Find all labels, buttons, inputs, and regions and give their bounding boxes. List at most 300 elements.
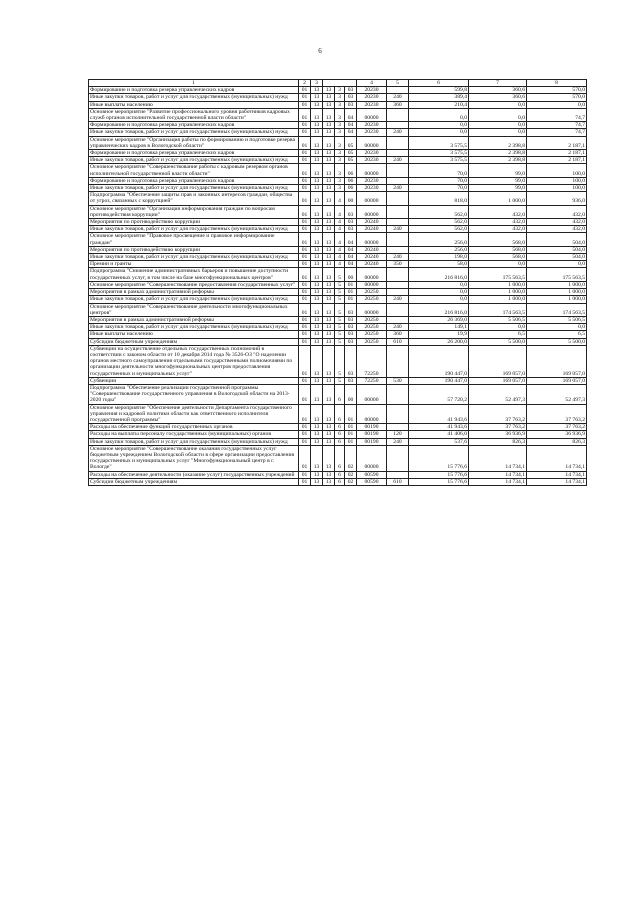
code-cell: 13 (311, 316, 323, 323)
code-cell: 13 (323, 136, 335, 149)
code-cell: 13 (323, 431, 335, 438)
code-cell: 01 (299, 157, 311, 164)
code-cell: 01 (299, 101, 311, 108)
code-cell: 4 (335, 246, 345, 253)
table-row (89, 226, 587, 233)
code-cell: 01 (299, 296, 311, 303)
amount-cell: 26 369,0 (409, 316, 469, 323)
code-cell: 00190 (357, 424, 387, 431)
code-cell: 01 (299, 316, 311, 323)
code-cell: 13 (311, 338, 323, 345)
item-name: Основное мероприятие "Совершенствование оказания государственных услуг бюджетным учреждением Вологодской области в сфере организации предоставления государственных и муниципальных услуг "Многофункциональный центр в г. Вологде" (89, 445, 299, 471)
item-name: Основное мероприятие "Развитие профессионального уровня работников кадровых служб органов исполнительной государственной власти области" (89, 108, 299, 121)
code-cell: 01 (299, 233, 311, 246)
code-cell: 03 (345, 87, 357, 94)
code-cell: 13 (311, 377, 323, 384)
amount-cell: 0,0 (409, 289, 469, 296)
amount-cell: 1 000,0 (527, 281, 587, 288)
amount-cell: 818,0 (409, 192, 469, 205)
code-cell: 13 (311, 404, 323, 424)
amount-cell: 14 734,1 (469, 445, 527, 471)
code-cell: 03 (345, 205, 357, 218)
amount-cell: 26 200,0 (409, 338, 469, 345)
amount-cell: 37 763,2 (469, 404, 527, 424)
amount-cell: 568,0 (469, 246, 527, 253)
budget-table (88, 79, 587, 486)
code-cell: 20240 (357, 261, 387, 268)
amount-cell: 5 506,5 (469, 316, 527, 323)
amount-cell: 504,0 (527, 233, 587, 246)
amount-cell: 0,0 (469, 101, 527, 108)
item-name: Подпрограмма "Обеспечение защиты прав и законных интересов граждан, общества от угроз, связанных с коррупцией" (89, 192, 299, 205)
table-row (89, 478, 587, 485)
code-cell: 13 (311, 478, 323, 485)
code-cell: 72250 (357, 345, 387, 377)
code-cell: 02 (345, 478, 357, 485)
table-row (89, 303, 587, 316)
amount-cell: 174 563,5 (469, 303, 527, 316)
code-cell: 01 (299, 164, 311, 177)
amount-cell: 3 575,5 (409, 157, 469, 164)
code-cell (387, 345, 409, 377)
amount-cell: 826,3 (469, 438, 527, 445)
code-cell: 13 (311, 431, 323, 438)
code-cell: 13 (323, 471, 335, 478)
code-cell: 13 (323, 177, 335, 184)
code-cell: 3 (335, 129, 345, 136)
code-cell: 13 (323, 205, 335, 218)
code-cell: 6 (335, 471, 345, 478)
amount-cell: 169 057,0 (527, 377, 587, 384)
code-cell: 03 (345, 377, 357, 384)
item-name: Основное мероприятие "Организация работы по формированию и подготовке резерва управленческих кадров в Вологодской области" (89, 136, 299, 149)
code-cell: 4 (335, 233, 345, 246)
code-cell: 13 (311, 296, 323, 303)
page-number: 6 (318, 47, 322, 55)
code-cell: 20230 (357, 87, 387, 94)
amount-cell: 1 000,0 (469, 289, 527, 296)
code-cell: 13 (323, 157, 335, 164)
code-cell: 03 (345, 303, 357, 316)
table-row (89, 205, 587, 218)
code-cell: 20250 (357, 316, 387, 323)
code-cell: 360 (387, 101, 409, 108)
code-cell: 13 (323, 101, 335, 108)
amount-cell: 570,0 (527, 87, 587, 94)
code-cell: 13 (311, 164, 323, 177)
item-name: Формирование и подготовка резерва управленческих кадров (89, 177, 299, 184)
amount-cell: 14 734,1 (527, 478, 587, 485)
code-cell: 13 (323, 94, 335, 101)
code-cell (387, 303, 409, 316)
code-cell: 13 (323, 338, 335, 345)
code-cell: 13 (311, 471, 323, 478)
table-row (89, 338, 587, 345)
item-name: Иные закупки товаров, работ и услуг для государственных (муниципальных) нужд (89, 254, 299, 261)
amount-cell: 36 936,9 (469, 431, 527, 438)
code-cell: 13 (311, 129, 323, 136)
code-cell: 03 (345, 94, 357, 101)
amount-cell: 6,5 (469, 331, 527, 338)
code-cell: 3 (335, 101, 345, 108)
amount-cell: 432,0 (527, 219, 587, 226)
amount-cell: 2 187,1 (527, 136, 587, 149)
code-cell: 13 (311, 254, 323, 261)
code-cell: 240 (387, 129, 409, 136)
code-cell: 00590 (357, 471, 387, 478)
code-cell: 240 (387, 226, 409, 233)
item-name: Субвенции на осуществление отдельных государственных полномочий в соответствии с законом области от 10 декабря 2014 года № 3526-ОЗ "О наделении органов местного самоуправления отдельными государственными полномочиями по организации деятельности многофункциональных центров предоставления государственных и муниципальных услуг" (89, 345, 299, 377)
code-cell: 13 (323, 377, 335, 384)
code-cell: 13 (323, 226, 335, 233)
code-cell: 13 (323, 254, 335, 261)
code-cell: 01 (345, 296, 357, 303)
code-cell: 01 (299, 122, 311, 129)
amount-cell: 2 398,8 (469, 157, 527, 164)
table-row (89, 254, 587, 261)
table-row (89, 384, 587, 404)
code-cell: 01 (299, 424, 311, 431)
header-cell: 1 (89, 80, 299, 87)
code-cell: 00000 (357, 445, 387, 471)
code-cell: 00590 (357, 478, 387, 485)
amount-cell: 19,9 (409, 331, 469, 338)
amount-cell: 389,4 (409, 94, 469, 101)
code-cell: 01 (299, 281, 311, 288)
code-cell: 01 (345, 431, 357, 438)
item-name: Мероприятия в рамках административной реформы (89, 289, 299, 296)
code-cell: 01 (299, 261, 311, 268)
code-cell: 13 (311, 289, 323, 296)
amount-cell: 41 943,6 (409, 404, 469, 424)
header-cell (323, 80, 357, 87)
code-cell: 03 (345, 331, 357, 338)
table-row (89, 87, 587, 94)
code-cell: 13 (323, 316, 335, 323)
amount-cell: 15 776,6 (409, 445, 469, 471)
code-cell: 3 (335, 108, 345, 121)
amount-cell: 0,0 (409, 296, 469, 303)
code-cell: 5 (335, 331, 345, 338)
amount-cell: 14 734,1 (527, 445, 587, 471)
amount-cell: 568,0 (469, 233, 527, 246)
code-cell: 20240 (357, 246, 387, 253)
amount-cell: 175 563,5 (527, 268, 587, 281)
code-cell: 72250 (357, 377, 387, 384)
header-row (89, 80, 587, 87)
code-cell: 13 (323, 268, 335, 281)
amount-cell: 432,0 (469, 219, 527, 226)
code-cell: 13 (323, 404, 335, 424)
code-cell: 01 (299, 150, 311, 157)
amount-cell: 562,0 (409, 219, 469, 226)
amount-cell: 174 563,5 (527, 303, 587, 316)
table-row (89, 431, 587, 438)
code-cell: 20250 (357, 296, 387, 303)
code-cell: 00000 (357, 205, 387, 218)
table-row (89, 129, 587, 136)
table-row (89, 233, 587, 246)
code-cell (387, 268, 409, 281)
code-cell: 06 (345, 164, 357, 177)
table-row (89, 122, 587, 129)
amount-cell: 3 575,5 (409, 150, 469, 157)
code-cell: 01 (299, 431, 311, 438)
amount-cell: 2 398,8 (469, 150, 527, 157)
code-cell: 05 (345, 150, 357, 157)
item-name: Формирование и подготовка резерва управленческих кадров (89, 122, 299, 129)
code-cell: 13 (311, 219, 323, 226)
amount-cell: 99,0 (469, 164, 527, 177)
code-cell: 01 (299, 136, 311, 149)
code-cell: 01 (299, 254, 311, 261)
amount-cell: 37 763,2 (527, 404, 587, 424)
amount-cell: 169 057,0 (469, 345, 527, 377)
code-cell: 4 (335, 205, 345, 218)
code-cell: 01 (299, 87, 311, 94)
code-cell: 03 (345, 226, 357, 233)
amount-cell: 57 720,2 (409, 384, 469, 404)
code-cell: 00 (345, 192, 357, 205)
item-name: Иные выплаты населению (89, 331, 299, 338)
code-cell: 13 (311, 150, 323, 157)
amount-cell: 504,0 (527, 254, 587, 261)
table-row (89, 424, 587, 431)
code-cell: 240 (387, 254, 409, 261)
code-cell: 20240 (357, 226, 387, 233)
code-cell: 00000 (357, 404, 387, 424)
code-cell: 01 (299, 478, 311, 485)
item-name: Мероприятия в рамках административной реформы (89, 316, 299, 323)
amount-cell: 2 398,8 (469, 136, 527, 149)
code-cell: 13 (323, 438, 335, 445)
header-cell: 7 (469, 80, 527, 87)
code-cell: 6 (335, 438, 345, 445)
item-name: Основное мероприятие "Правовое просвещение и правовое информирование граждан" (89, 233, 299, 246)
code-cell: 01 (299, 445, 311, 471)
code-cell: 01 (299, 303, 311, 316)
code-cell (387, 122, 409, 129)
code-cell: 5 (335, 377, 345, 384)
code-cell: 01 (345, 404, 357, 424)
table-row (89, 94, 587, 101)
code-cell: 20250 (357, 324, 387, 331)
amount-cell: 41 943,6 (409, 424, 469, 431)
code-cell: 240 (387, 296, 409, 303)
item-name: Основное мероприятие "Совершенствование деятельности многофункциональных центров" (89, 303, 299, 316)
amount-cell: 504,0 (527, 246, 587, 253)
item-name: Основное мероприятие "Организация информирования граждан по вопросам противодействия коррупции" (89, 205, 299, 218)
code-cell: 5 (335, 289, 345, 296)
code-cell: 00000 (357, 136, 387, 149)
amount-cell: 100,0 (527, 185, 587, 192)
code-cell: 01 (299, 471, 311, 478)
code-cell: 01 (299, 331, 311, 338)
header-cell: 3 (311, 80, 323, 87)
amount-cell: 432,0 (527, 226, 587, 233)
item-name: Мероприятия по противодействию коррупции (89, 219, 299, 226)
amount-cell: 169 057,0 (527, 345, 587, 377)
amount-cell: 58,0 (409, 261, 469, 268)
table-row (89, 331, 587, 338)
code-cell: 04 (345, 108, 357, 121)
code-cell: 6 (335, 384, 345, 404)
code-cell (387, 177, 409, 184)
code-cell: 13 (311, 157, 323, 164)
table-row (89, 108, 587, 121)
amount-cell: 169 057,0 (469, 377, 527, 384)
table-row (89, 185, 587, 192)
code-cell: 13 (311, 94, 323, 101)
code-cell (387, 108, 409, 121)
amount-cell: 15 776,6 (409, 478, 469, 485)
amount-cell: 175 563,5 (469, 268, 527, 281)
amount-cell: 0,0 (469, 122, 527, 129)
amount-cell: 74,7 (527, 122, 587, 129)
amount-cell: 14 734,1 (469, 471, 527, 478)
code-cell: 5 (335, 296, 345, 303)
code-cell: 240 (387, 438, 409, 445)
code-cell: 03 (345, 324, 357, 331)
amount-cell: 1 000,0 (527, 289, 587, 296)
amount-cell: 6,5 (527, 331, 587, 338)
code-cell: 01 (345, 289, 357, 296)
code-cell: 3 (335, 122, 345, 129)
code-cell: 3 (335, 185, 345, 192)
code-cell: 13 (311, 281, 323, 288)
code-cell: 06 (345, 177, 357, 184)
amount-cell: 100,0 (527, 177, 587, 184)
amount-cell: 5 500,0 (527, 338, 587, 345)
code-cell: 13 (323, 478, 335, 485)
amount-cell: 216 816,0 (409, 268, 469, 281)
amount-cell: 190 447,0 (409, 377, 469, 384)
amount-cell: 570,0 (527, 94, 587, 101)
code-cell: 13 (323, 345, 335, 377)
item-name: Иные закупки товаров, работ и услуг для государственных (муниципальных) нужд (89, 296, 299, 303)
table-row (89, 101, 587, 108)
code-cell: 13 (323, 324, 335, 331)
header-cell: 6 (409, 80, 469, 87)
code-cell: 00190 (357, 438, 387, 445)
item-name: Иные закупки товаров, работ и услуг для государственных (муниципальных) нужд (89, 438, 299, 445)
code-cell: 03 (345, 101, 357, 108)
amount-cell: 0,0 (527, 261, 587, 268)
code-cell: 4 (335, 192, 345, 205)
amount-cell: 0,0 (409, 108, 469, 121)
code-cell: 03 (345, 345, 357, 377)
amount-cell: 100,0 (527, 164, 587, 177)
code-cell: 610 (387, 478, 409, 485)
item-name: Иные закупки товаров, работ и услуг для государственных (муниципальных) нужд (89, 157, 299, 164)
code-cell: 01 (299, 289, 311, 296)
code-cell: 13 (323, 150, 335, 157)
table-row (89, 296, 587, 303)
amount-cell: 52 497,3 (469, 384, 527, 404)
code-cell: 13 (323, 129, 335, 136)
header-cell: 5 (387, 80, 409, 87)
table-row (89, 136, 587, 149)
amount-cell: 5 500,0 (469, 338, 527, 345)
amount-cell: 256,0 (409, 233, 469, 246)
amount-cell: 936,0 (527, 192, 587, 205)
code-cell: 01 (345, 424, 357, 431)
code-cell: 13 (323, 424, 335, 431)
table-row (89, 192, 587, 205)
code-cell: 13 (323, 108, 335, 121)
code-cell (387, 246, 409, 253)
code-cell: 01 (299, 377, 311, 384)
code-cell: 00000 (357, 233, 387, 246)
code-cell: 00000 (357, 303, 387, 316)
code-cell: 00000 (357, 108, 387, 121)
header-cell: 4 (357, 80, 387, 87)
amount-cell: 562,0 (409, 205, 469, 218)
amount-cell: 216 816,0 (409, 303, 469, 316)
item-name: Расходы на обеспечение функций государственных органов (89, 424, 299, 431)
code-cell: 5 (335, 324, 345, 331)
code-cell: 13 (311, 424, 323, 431)
amount-cell: 3 575,5 (409, 136, 469, 149)
code-cell (387, 424, 409, 431)
table-row (89, 261, 587, 268)
code-cell: 13 (311, 233, 323, 246)
code-cell: 01 (299, 246, 311, 253)
item-name: Премии и гранты (89, 261, 299, 268)
code-cell: 6 (335, 424, 345, 431)
table-row (89, 268, 587, 281)
code-cell: 00000 (357, 164, 387, 177)
code-cell (387, 471, 409, 478)
item-name: Иные закупки товаров, работ и услуг для государственных (муниципальных) нужд (89, 324, 299, 331)
code-cell: 5 (335, 281, 345, 288)
code-cell: 20240 (357, 254, 387, 261)
code-cell (387, 233, 409, 246)
table-row (89, 445, 587, 471)
header-cell: 8 (527, 80, 587, 87)
code-cell: 13 (311, 192, 323, 205)
table-row (89, 177, 587, 184)
amount-cell: 360,6 (469, 87, 527, 94)
amount-cell: 99,0 (469, 177, 527, 184)
amount-cell: 70,0 (409, 177, 469, 184)
item-name: Субсидии бюджетным учреждениям (89, 478, 299, 485)
amount-cell: 0,0 (469, 324, 527, 331)
code-cell: 00000 (357, 192, 387, 205)
code-cell (387, 192, 409, 205)
code-cell: 13 (323, 164, 335, 177)
code-cell: 01 (299, 219, 311, 226)
code-cell: 3 (335, 164, 345, 177)
code-cell: 03 (345, 219, 357, 226)
code-cell: 00000 (357, 281, 387, 288)
code-cell: 3 (335, 136, 345, 149)
code-cell: 20250 (357, 331, 387, 338)
code-cell: 01 (299, 226, 311, 233)
code-cell: 530 (387, 377, 409, 384)
item-name: Формирование и подготовка резерва управленческих кадров (89, 87, 299, 94)
code-cell: 01 (299, 185, 311, 192)
amount-cell: 0,0 (469, 261, 527, 268)
code-cell: 06 (345, 185, 357, 192)
code-cell: 6 (335, 478, 345, 485)
code-cell (387, 384, 409, 404)
table-row (89, 164, 587, 177)
code-cell: 20230 (357, 129, 387, 136)
amount-cell: 0,0 (409, 129, 469, 136)
table-row (89, 219, 587, 226)
code-cell: 13 (311, 246, 323, 253)
